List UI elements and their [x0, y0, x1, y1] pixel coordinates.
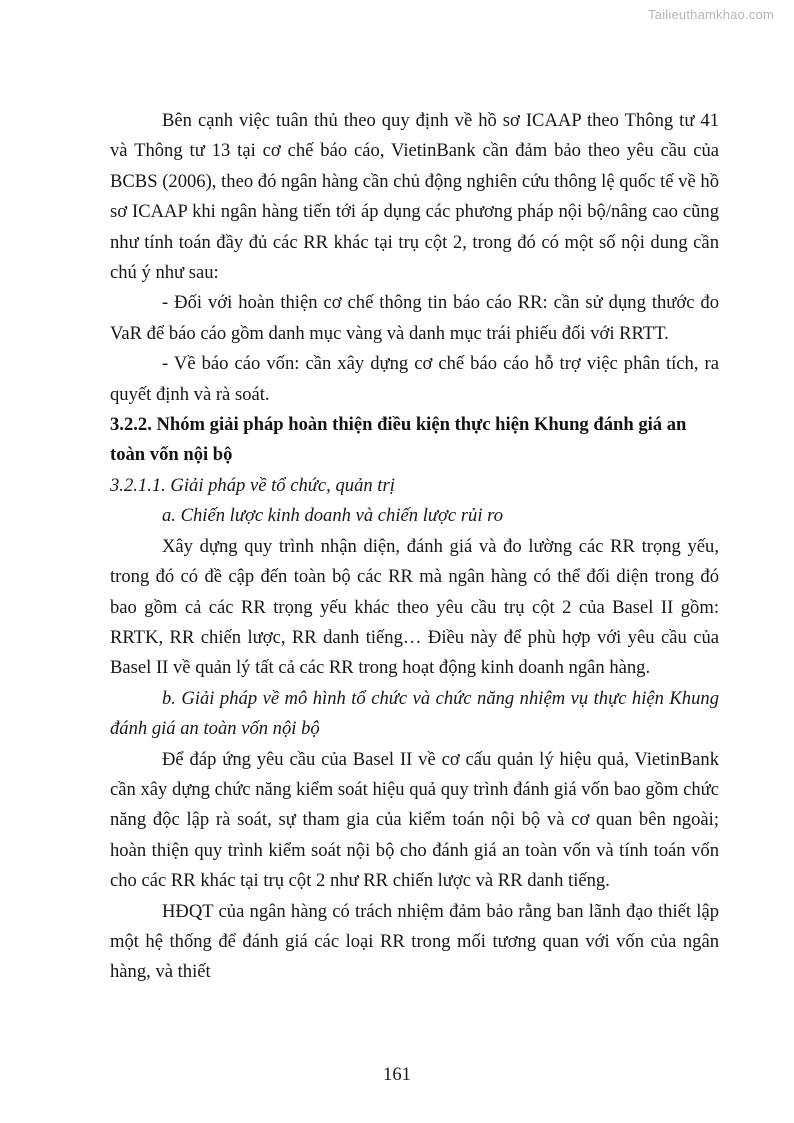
paragraph-bullet-baocaovon: - Về báo cáo vốn: cần xây dựng cơ chế báo cáo hỗ trợ việc phân tích, ra quyết định và rà soát.: [110, 353, 719, 405]
document-body: [110, 106, 719, 988]
heading-item-b: b. Giải pháp về mô hình tổ chức và chức năng nhiệm vụ thực hiện Khung đánh giá an toàn vốn nội bộ: [110, 687, 719, 740]
paragraph-bullet-thongtin: - Đối với hoàn thiện cơ chế thông tin báo cáo RR: cần sử dụng thước đo VaR để báo cáo gồm danh mục vàng và danh mục trái phiếu đối với RRTT.: [110, 292, 719, 344]
watermark-text: Tailieuthamkhao.com: [648, 7, 774, 22]
heading-item-a: a. Chiến lược kinh doanh và chiến lược rủi ro: [162, 505, 504, 527]
paragraph-hdqt: HĐQT của ngân hàng có trách nhiệm đảm bảo rằng ban lãnh đạo thiết lập một hệ thống để đánh giá các loại RR trong mối tương quan với vốn của ngân hàng, và thiết: [110, 900, 719, 983]
paragraph-xaydung-quytrinh: Xây dựng quy trình nhận diện, đánh giá và đo lường các RR trọng yếu, trong đó có đề cập đến toàn bộ các RR mà ngân hàng có thể đối diện trong đó bao gồm cả các RR trọng yếu khác theo yêu cầu trụ cột 2 của Basel II gồm: RRTK, RR chiến lược, RR danh tiếng… Điều này để phù hợp với yêu cầu của Basel II về quản lý tất cả các RR trong hoạt động kinh doanh ngân hàng.: [110, 535, 719, 679]
heading-subsection-3-2-1-1: 3.2.1.1. Giải pháp về tổ chức, quản trị: [110, 474, 395, 496]
heading-section-3-2-2: 3.2.2. Nhóm giải pháp hoàn thiện điều kiện thực hiện Khung đánh giá an toàn vốn nội bộ: [110, 414, 687, 466]
paragraph-icaap-intro: Bên cạnh việc tuân thủ theo quy định về hồ sơ ICAAP theo Thông tư 41 và Thông tư 13 tại cơ chế báo cáo, VietinBank cần đảm bảo theo yêu cầu của BCBS (2006), theo đó ngân hàng cần chủ động nghiên cứu thông lệ quốc tế về hồ sơ ICAAP khi ngân hàng tiến tới áp dụng các phương pháp nội bộ/nâng cao cũng như tính toán đầy đủ các RR khác tại trụ cột 2, trong đó có một số nội dung cần chú ý như sau:: [110, 110, 719, 284]
paragraph-dapung-yeucau: Để đáp ứng yêu cầu của Basel II về cơ cấu quản lý hiệu quả, VietinBank cần xây dựng chức năng kiểm soát hiệu quả quy trình đánh giá vốn bao gồm chức năng độc lập rà soát, sự tham gia của kiểm toán nội bộ và cơ quan bên ngoài; hoàn thiện quy trình kiểm soát nội bộ cho đánh giá an toàn vốn và tính toán vốn cho các RR khác tại trụ cột 2 như RR chiến lược và RR danh tiếng.: [110, 748, 719, 892]
page-number: 161: [383, 1064, 411, 1085]
